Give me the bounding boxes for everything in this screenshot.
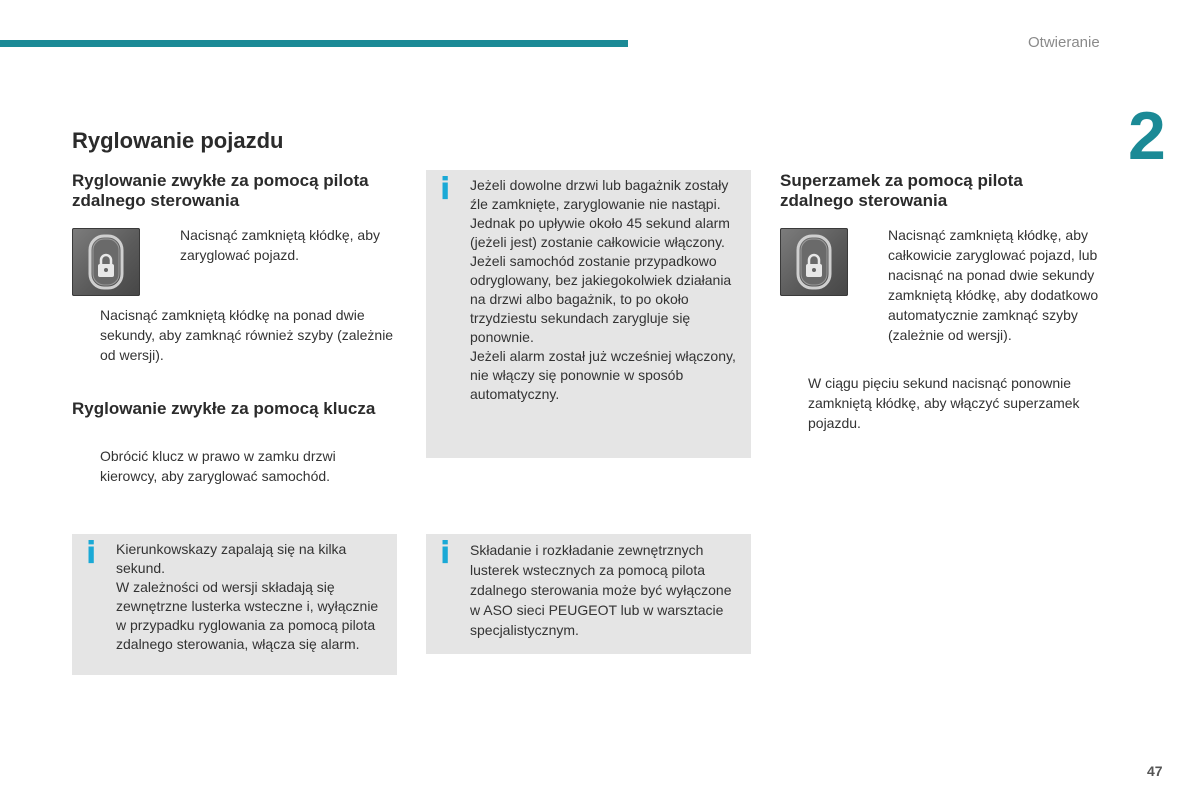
- info-indicators-text: Kierunkowskazy zapalają się na kilka sekund. W zależności od wersji składają się zewnętrzne lusterka wsteczne i, wyłącznie w przypadku ryglowania za pomocą pilota zdalnego sterowania, włącza się alarm.: [116, 541, 379, 652]
- superlock-step-2: W ciągu pięciu sekund nacisnąć ponownie zamkniętą kłódkę, aby włączyć superzamek pojazdu.: [808, 375, 1080, 431]
- key-step-1: Obrócić klucz w prawo w zamku drzwi kierowcy, aby zaryglować samochód.: [100, 448, 336, 484]
- info-box-indicators: [72, 534, 397, 675]
- superlock-heading: Superzamek za pomocą pilota zdalnego sterowania: [780, 171, 1023, 210]
- chapter-number: 2: [1128, 98, 1166, 174]
- chapter-color-bar: [0, 40, 628, 47]
- lock-button-icon: [72, 228, 140, 296]
- lock-button-icon: [780, 228, 848, 296]
- page-number: 47: [1147, 763, 1163, 779]
- info-icon: i: [440, 172, 451, 207]
- info-icon: i: [86, 536, 97, 571]
- info-box-doors: [426, 170, 751, 458]
- info-icon: i: [440, 536, 451, 571]
- key-locking-heading: Ryglowanie zwykłe za pomocą klucza: [72, 399, 376, 418]
- remote-step-1: Nacisnąć zamkniętą kłódkę, aby zaryglować pojazd.: [180, 227, 380, 263]
- chapter-label: Otwieranie: [1028, 34, 1100, 51]
- remote-step-2: Nacisnąć zamkniętą kłódkę na ponad dwie sekundy, aby zamknąć również szyby (zależnie od wersji).: [100, 307, 394, 363]
- page-title: Ryglowanie pojazdu: [72, 128, 284, 153]
- superlock-step-1: Nacisnąć zamkniętą kłódkę, aby całkowicie zaryglować pojazd, lub nacisnąć na ponad dwie sekundy zamkniętą kłódkę, aby dodatkowo automatycznie zamknąć szyby (zależnie od wersji).: [888, 227, 1099, 343]
- remote-locking-heading: Ryglowanie zwykłe za pomocą pilota zdalnego sterowania: [72, 171, 369, 210]
- info-doors-text: Jeżeli dowolne drzwi lub bagażnik zostały źle zamknięte, zaryglowanie nie nastąpi. Jednak po upływie około 45 sekund alarm (jeżeli jest) zostanie całkowicie włączony. Jeżeli samochód zostanie przypadkowo odryglowany, bez jakiegokolwiek działania na drzwi albo bagażnik, to po około trzydziestu sekundach zarygluje się ponownie. Jeżeli alarm został już wcześniej włączony, nie włączy się ponownie w sposób automatyczny.: [470, 177, 736, 402]
- info-mirrors-text: Składanie i rozkładanie zewnętrznych lusterek wstecznych za pomocą pilota zdalnego sterowania może być wyłączone w ASO sieci PEUGEOT lub w warsztacie specjalistycznym.: [470, 542, 732, 638]
- info-box-mirrors: [426, 534, 751, 654]
